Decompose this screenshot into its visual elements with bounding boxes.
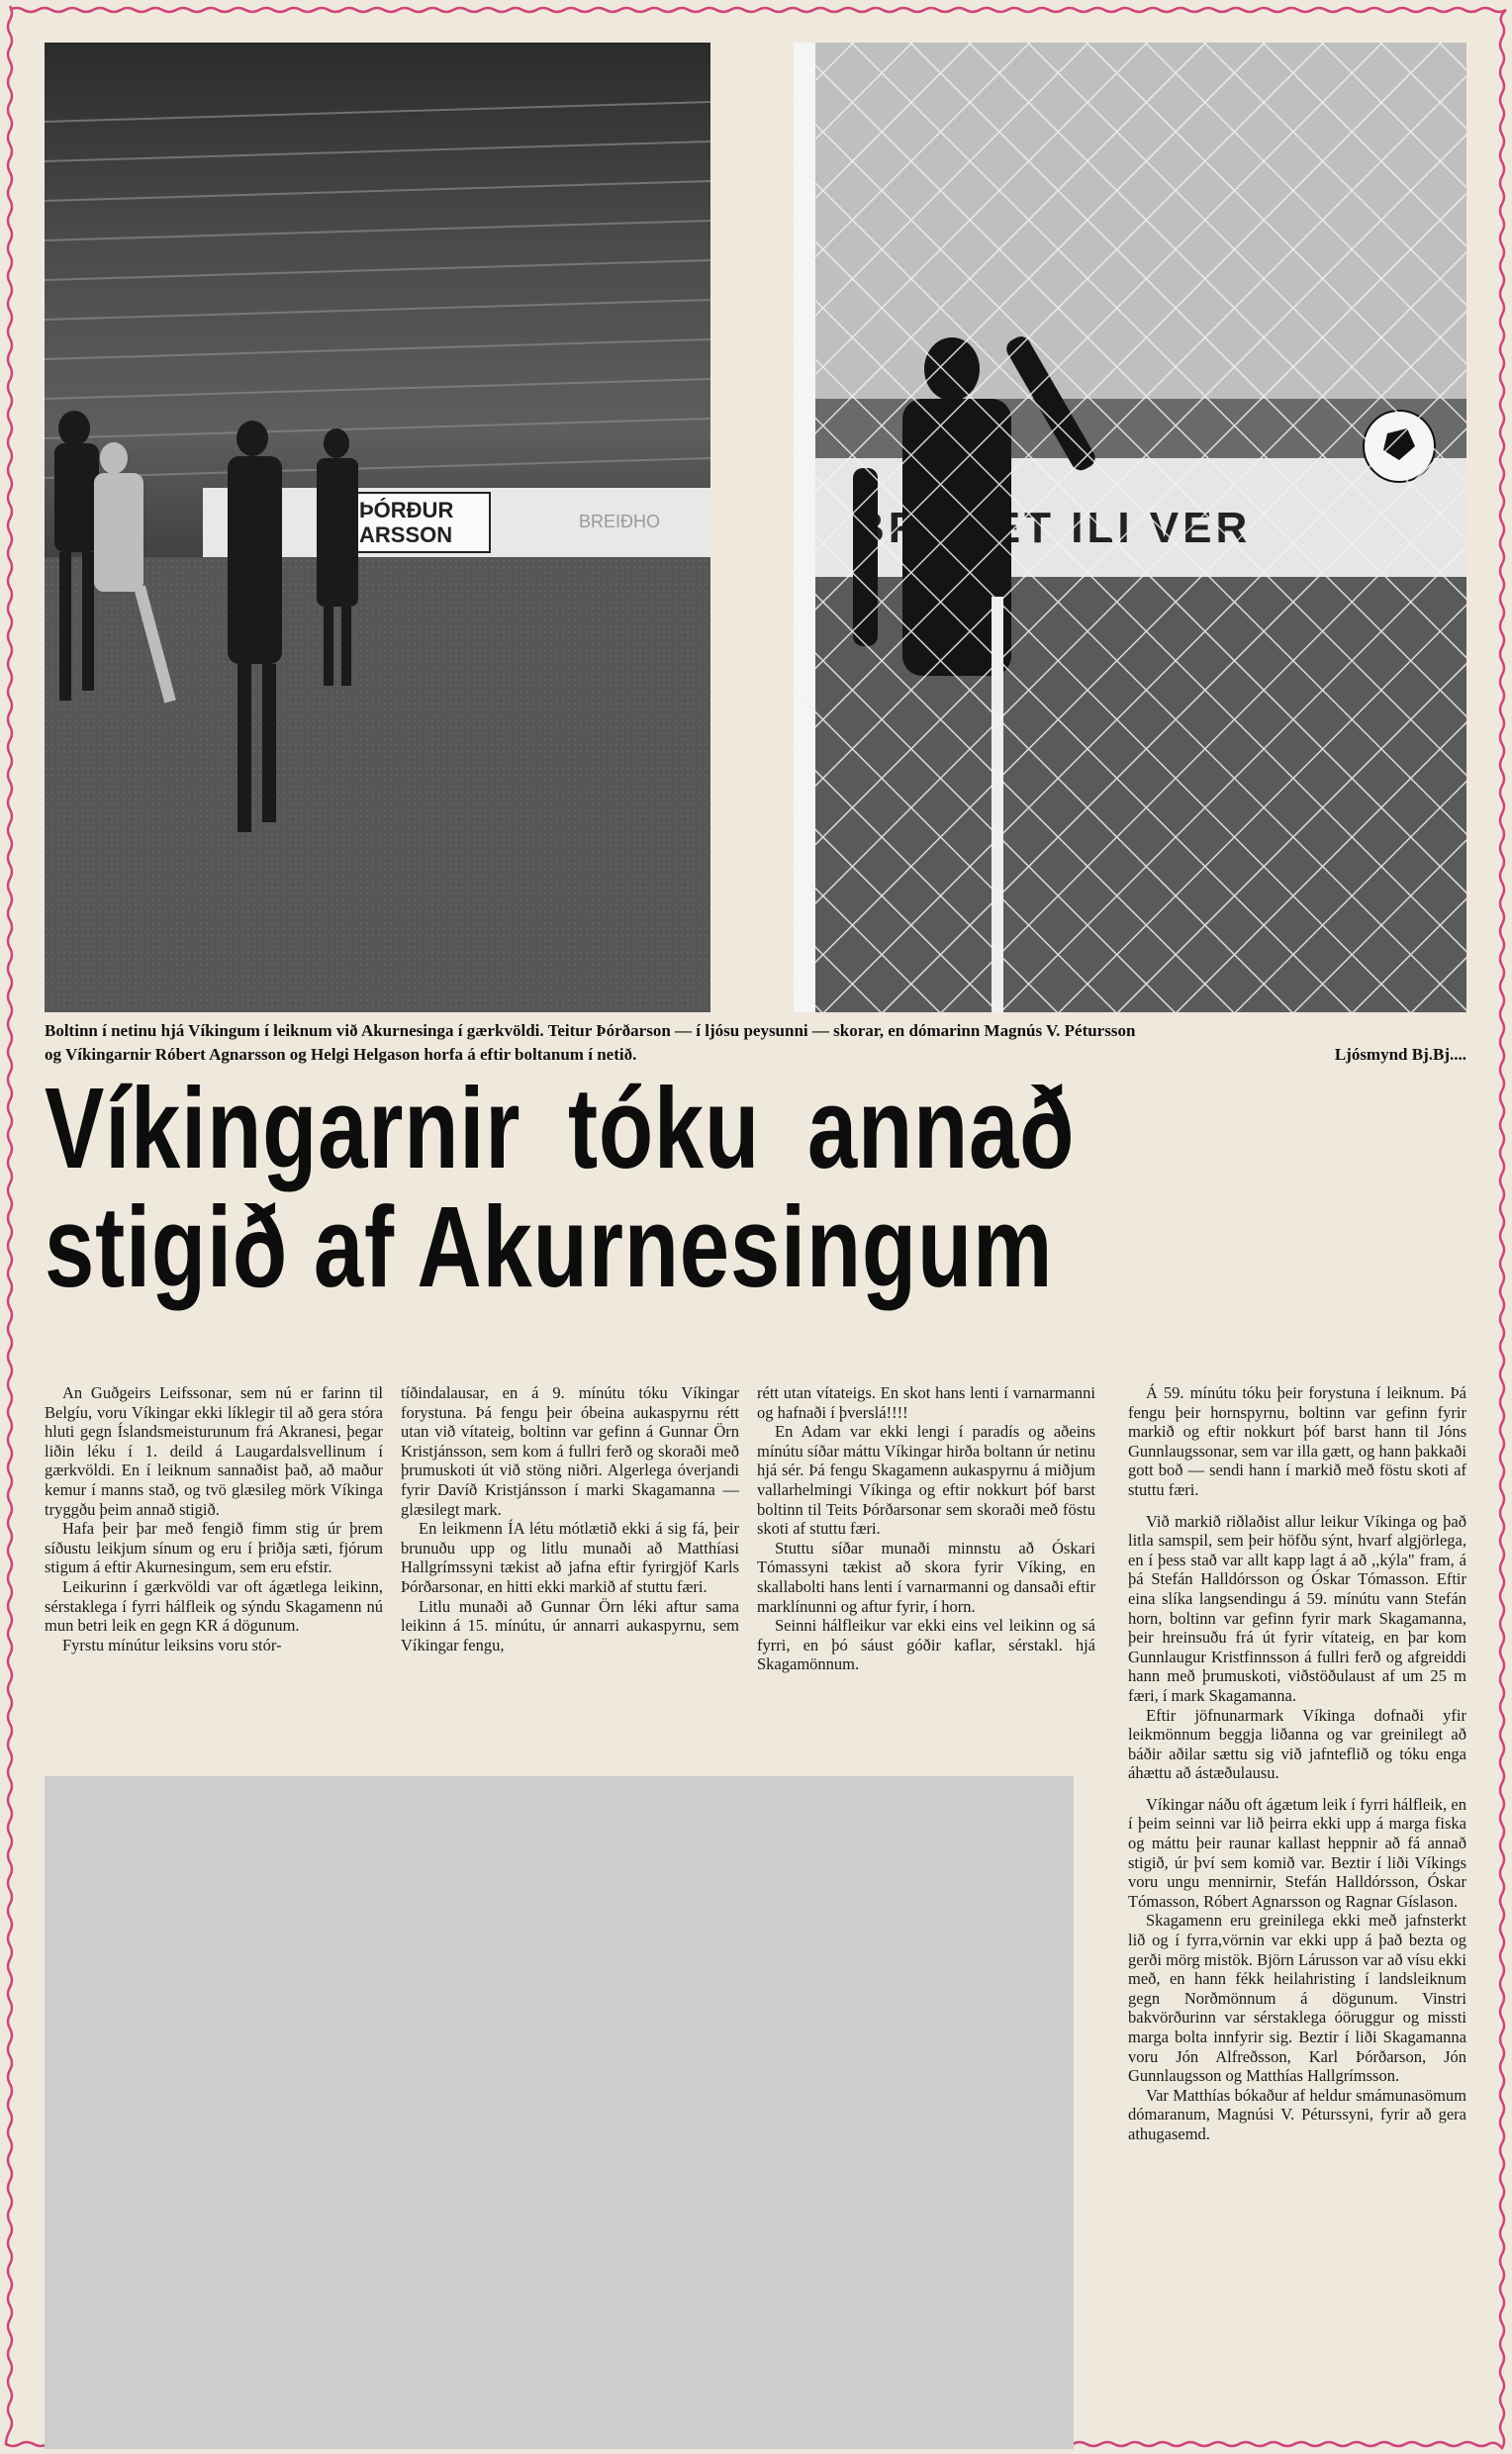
paragraph: Víkingar náðu oft ágætum leik í fyrri hálfleik, en í þeim seinni var lið þeirra ekki upp á marga fiska og máttu þeir raunar kallast heppnir að fá annað stigið, úr því sem komið var. Beztir í liði Víkings voru ungu mennirnir, Stefán Halldórsson, Óskar Tómasson, Róbert Agnarsson og Ragnar Gíslason. xyxy=(1128,1794,1466,1911)
board-sign-line1: ÞÓRÐUR xyxy=(359,498,454,522)
paragraph: Við markið riðlaðist allur leikur Víkinga og það litla samspil, sem þeir höfðu sýnt, hvarf algjörlega, en í þess stað var allt kapp lagt á að ,,kýla" fram, á þá Stefán Halldórsson og Óskar Tómasson. Eftir eina slíka langsendingu á 59. mínútu vann Stefán horn, boltinn var gefinn fyrir mark Skagamanna, þeir hreinsuðu frá út fyrir vítateig, en þar kom Gunnlaugur Kristfinnsson á fullri ferð og afgreiddi hann með þrumuskoti, viðstöðulaust af um 25 m færi, í mark Skagamanna. xyxy=(1128,1511,1466,1705)
caption-line-2: og Víkingarnir Róbert Agnarsson og Helgi Helgason horfa á eftir boltanum í netið. xyxy=(45,1045,637,1064)
photo-credit: Ljósmynd Bj.Bj.... xyxy=(1334,1045,1466,1064)
paragraph: Leikurinn í gærkvöldi var oft ágætlega leikinn, sérstaklega í fyrri hálfleik og sýndu Skagamenn nú mun betri leik en gegn KR á dögunum. xyxy=(45,1576,383,1636)
paragraph: Á 59. mínútu tóku þeir forystuna í leiknum. Þá fengu þeir hornspyrnu, boltinn var gefinn fyrir markið og eftir nokkurt þóf barst hann til Jóns Gunnlaugssonar, sem var illa gætt, og hann þakkaði gott boð — sendi hann í markið með föstu skoti af stuttu færi. xyxy=(1128,1383,1466,1499)
paragraph: An Guðgeirs Leifssonar, sem nú er farinn til Belgíu, voru Víkingar ekki líklegir til að gera stóra hluti gegn Íslandsmeisturunum frá Akranesi, þegar liðin léku í 1. deild á Laugardalsvellinum í gærkvöldi. En í leiknum sannaðist það, að maður kemur í manns stað, og tvö glæsileg mörk Víkinga tryggðu þeim annað stigið. xyxy=(45,1383,383,1519)
photo-caption xyxy=(45,1019,1466,1067)
photo-stadium-players xyxy=(45,43,710,1012)
paragraph: rétt utan vítateigs. En skot hans lenti í varnarmanni og hafnaði í þverslá!!!! xyxy=(757,1383,1095,1422)
paragraph: Litlu munaði að Gunnar Örn léki aftur sama leikinn á 15. mínútu, úr annarri aukaspyrnu, sem Víkingar fengu, xyxy=(401,1596,739,1654)
paragraph: En Adam var ekki lengi í paradís og aðeins mínútu síðar máttu Víkingar hirða boltann úr netinu hjá sér. Þá fengu Skagamenn aukaspyrnu á miðjum vallarhelmingi Víkinga og eftir nokkurt þóf barst boltinn til Teits Þórðarsonar sem skoraði með föstu skoti af stuttu færi. xyxy=(757,1422,1096,1539)
paragraph: Var Matthías bókaður af heldur smámunasömum dómaranum, Magnúsi V. Péturssyni, fyrir að gera athugasemd. xyxy=(1128,2085,1466,2143)
paragraph: Stuttu síðar munaði minnstu að Óskari Tómassyni tækist að skora fyrir Víking, en skallabolti hans lenti í varnarmanni og dansaði eftir marklínunni og aftur fyrir, í horn. xyxy=(757,1538,1095,1616)
paragraph: Fyrstu mínútur leiksins voru stór- xyxy=(62,1635,282,1654)
article-column-1 xyxy=(45,1383,383,1654)
caption-line-1: Boltinn í netinu hjá Víkingum í leiknum við Akurnesinga í gærkvöldi. Teitur Þórðarson — í ljósu peysunni — skorar, en dómarinn Magnús V. Pétursson xyxy=(45,1021,1136,1040)
headline xyxy=(45,1064,1156,1311)
paragraph: Skagamenn eru greinilega ekki með jafnsterkt lið og í fyrra,vörnin var ekki upp á það bezta og gerði mörg mistök. Björn Lárusson var að vísu ekki með, en hann fékk heilahristing í landsleiknum gegn Norðmönnum á dögunum. Vinstri bakvörðurinn var sérstaklega óöruggur og missti marga bolta innfyrir sig. Beztir í liði Skagamanna voru Jón Alfreðsson, Karl Þórðarson, Jón Gunnlaugsson og Matthías Hallgrímsson. xyxy=(1128,1911,1466,2086)
paragraph: Hafa þeir þar með fengið fimm stig úr þrem síðustu leikjum sínum og eru í þriðja sæti, fjórum stigum á eftir Akurnesingum, sem eru efstir. xyxy=(45,1519,383,1577)
paragraph: En leikmenn ÍA létu mótlætið ekki á sig fá, þeir brunuðu upp og litlu munaði að Matthíasi Hallgrímssyni tækist að jafna eftir fyrirgjöf Karls Þórðarsonar, en hitti ekki markið af stuttu færi. xyxy=(401,1519,739,1596)
board-sign-line2: ARSSON xyxy=(359,522,453,547)
headline-line-2: stigið af Akurnesingum xyxy=(45,1182,1054,1311)
article-column-4 xyxy=(1128,1383,1466,2144)
paragraph: Eftir jöfnunarmark Víkinga dofnaði yfir leikmönnum beggja liðanna og var greinilegt að báðir aðilar sættu sig við jafnteflið og tóku enga áhættu að ástæðulausu. xyxy=(1128,1705,1466,1783)
paragraph: Seinni hálfleikur var ekki eins vel leikinn og sá fyrri, en þó sáust góðir kaflar, sérstakl. hjá Skagamönnum. xyxy=(757,1616,1095,1674)
article-column-2 xyxy=(401,1383,739,1654)
headline-line-1: Víkingarnir tóku annað xyxy=(45,1064,1076,1192)
article-column-3 xyxy=(757,1383,1095,1674)
paragraph: tíðindalausar, en á 9. mínútu tóku Víkingar forystuna. Þá fengu þeir óbeina aukaspyrnu rétt utan við vítateig, boltinn var gefinn á Gunnar Örn Kristjánsson, sem kom á fullri ferð og skoraði með þrumuskoti út við stöng niðri. Algerlega óverjandi fyrir Davíð Kristjánsson í marki Skagamanna — glæsilegt mark. xyxy=(401,1383,739,1519)
photo-goal-net xyxy=(794,43,1466,1012)
board-sign-line3: BREIÐHO xyxy=(579,512,661,531)
redacted-area xyxy=(45,1776,1074,2449)
